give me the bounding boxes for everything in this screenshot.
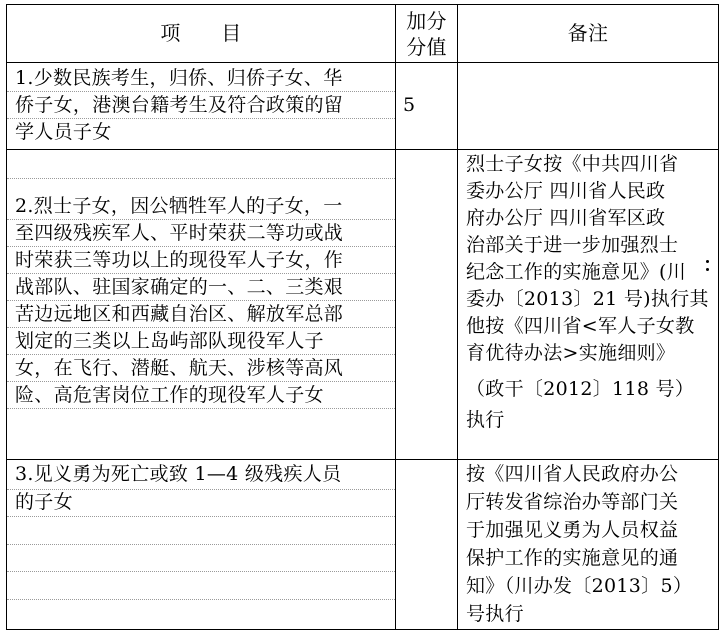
row3-item-line: 的子女 — [15, 491, 73, 513]
guide-line — [7, 516, 395, 517]
guide-line — [7, 544, 395, 545]
row2-remark-line: 烈士子女按《中共四川省 — [466, 153, 679, 175]
row3-remark-line: 号执行 — [466, 603, 524, 625]
row3-remark-line: 厅转发省综治办等部门关 — [466, 491, 679, 513]
header-points-line1: 加分 — [406, 9, 447, 33]
row2-remark-line: 他按《四川省<军人子女教 — [466, 315, 695, 337]
row1-points: 5 — [403, 94, 416, 116]
bonus-points-table — [6, 4, 719, 630]
column-divider — [395, 4, 396, 630]
row-divider — [6, 459, 719, 460]
header-remarks: 备注 — [567, 21, 609, 45]
margin-mark — [706, 268, 709, 271]
header-divider — [6, 62, 719, 63]
row3-remark-line: 知》（川办发〔2013〕5） — [466, 575, 693, 597]
table-border-left — [6, 4, 7, 630]
table-border-top — [6, 4, 719, 5]
table-border-right — [718, 4, 719, 630]
row3-item-line: 3.见义勇为死亡或致 1—4 级残疾人员 — [15, 463, 342, 485]
row2-item-line: 苦边远地区和西藏自治区、解放军总部 — [15, 303, 344, 325]
row2-remark-line: （政干〔2012〕118 号） — [466, 378, 695, 400]
row2-item-line: 女，在飞行、潜艇、航天、涉核等高风 — [15, 357, 344, 379]
row2-remark-line: 治部关于进一步加强烈士 — [466, 234, 679, 256]
row2-remark-line: 委办〔2013〕21 号)执行其 — [466, 288, 709, 310]
row2-remark-line: 育优待办法>实施细则》 — [466, 342, 676, 364]
margin-mark — [706, 260, 709, 263]
row2-remark-line: 执行 — [466, 409, 505, 431]
table-border-bottom — [6, 629, 719, 630]
row3-remark-line: 保护工作的实施意见的通 — [466, 547, 679, 569]
row2-item-line: 2.烈士子女，因公牺牲军人的子女，一 — [15, 195, 343, 217]
header-points-line2: 分值 — [406, 35, 447, 59]
row1-item-line: 学人员子女 — [15, 121, 112, 143]
guide-line — [7, 571, 395, 572]
row3-remark-line: 按《四川省人民政府办公 — [466, 463, 679, 485]
row2-remark-line: 府办公厅 四川省军区政 — [466, 207, 666, 229]
row2-item-line: 战部队、驻国家确定的一、二、三类艰 — [15, 276, 344, 298]
row2-item-line: 险、高危害岗位工作的现役军人子女 — [15, 384, 324, 406]
row2-item-line: 时荣获三等功以上的现役军人子女，作 — [15, 249, 344, 271]
row1-item-line: 1.少数民族考生，归侨、归侨子女、华 — [15, 67, 343, 89]
row3-remark-line: 于加强见义勇为人员权益 — [466, 519, 679, 541]
row-divider — [6, 149, 719, 150]
header-item: 项 目 — [160, 21, 242, 45]
row2-remark-line: 委办公厅 四川省人民政 — [466, 180, 666, 202]
row2-item-line: 划定的三类以上岛屿部队现役军人子 — [15, 330, 324, 352]
row2-item-line: 至四级残疾军人、平时荣获二等功或战 — [15, 222, 344, 244]
row2-remark-line: 纪念工作的实施意见》(川 — [466, 261, 687, 283]
column-divider — [457, 4, 458, 630]
guide-line — [7, 178, 395, 179]
row1-item-line: 侨子女，港澳台籍考生及符合政策的留 — [15, 94, 344, 116]
guide-line — [7, 599, 395, 600]
